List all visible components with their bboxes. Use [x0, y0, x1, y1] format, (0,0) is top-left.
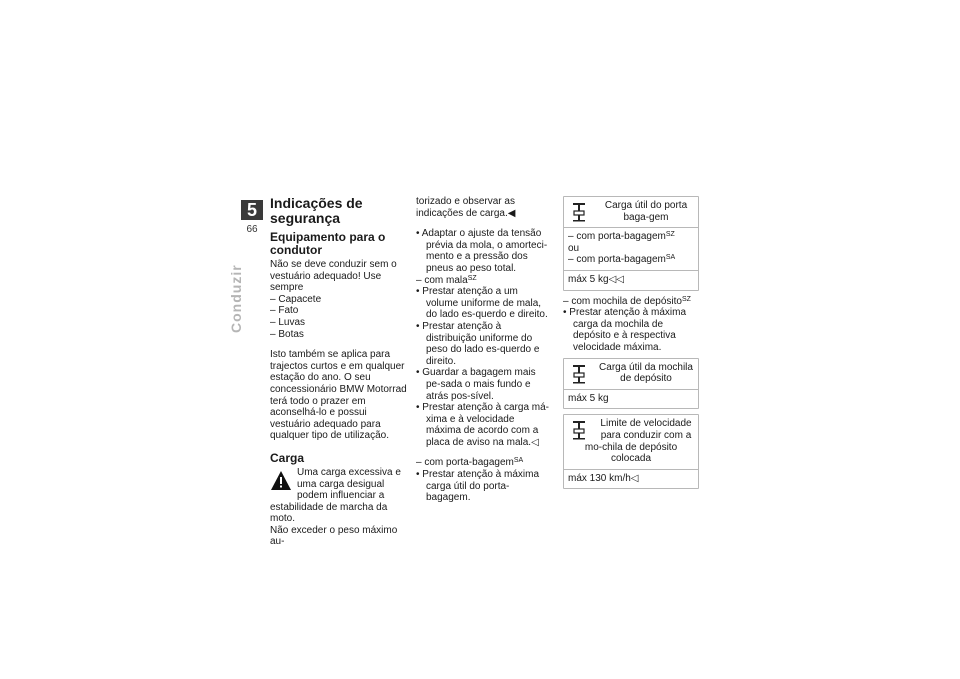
spec-box-speed-limit	[563, 414, 699, 489]
warning-text: Uma carga excessiva e uma carga desigual podem influenciar a estabilidade de marcha da moto.	[270, 466, 401, 525]
condition-mochila: – com mochila de depósito$^{SZ}$	[563, 295, 691, 307]
spec-condition: – com porta-bagagem$^{SZ}$	[568, 231, 675, 243]
warning-block	[270, 467, 408, 525]
spec-box-mochila	[563, 358, 699, 410]
page-number: 66	[246, 224, 258, 235]
warning-triangle-icon	[270, 470, 292, 492]
list-item: • Prestar atenção à máxima carga da mochila de depósito e à respectiva velocidade máxima.	[563, 307, 686, 353]
list-item: – Luvas	[270, 316, 306, 328]
equipment-note: Isto também se aplica para trajectos curtos e em qualquer estação do ano. O seu concessionário BMW Motorrad terá todo o prazer em aconselhá-lo e possui vestuário adequado para qualquer tipo de utilização.	[270, 349, 407, 442]
scale-weight-icon	[572, 202, 586, 222]
page-title: Indicações de segurança	[270, 195, 363, 226]
list-item: • Prestar atenção à distribuição uniforme do peso do lado es-querdo e direito.	[416, 320, 540, 367]
chapter-number: 5	[246, 199, 257, 220]
scale-weight-icon	[572, 420, 586, 440]
equipment-intro: Não se deve conduzir sem o vestuário adequado! Use sempre	[270, 259, 397, 294]
chapter-side-label: Conduzir	[228, 264, 244, 333]
condition-porta-bagagem: – com porta-bagagem$^{SA}$	[416, 457, 524, 469]
chapter-number-badge	[241, 200, 263, 220]
list-item: – Capacete	[270, 293, 322, 305]
list-item: • Prestar atenção a um volume uniforme de mala, do lado es-querdo e direito.	[416, 286, 548, 321]
spec-or: ou	[568, 242, 580, 254]
column-1	[270, 196, 408, 548]
carga-text: Não exceder o peso máximo au-	[270, 524, 398, 548]
list-item: • Guardar a bagagem mais pe-sada o mais fundo e atrás pos-sível.	[416, 367, 536, 402]
spec-value: máx 5 kg	[568, 392, 609, 404]
list-item: • Prestar atenção à carga má-xima e à velocidade máxima de acordo com a placa de aviso na mala.◁	[416, 402, 550, 448]
carga-heading: Carga	[270, 450, 305, 465]
list-item: • Adaptar o ajuste da tensão prévia da mola, o amorteci-mento e a pressão dos pneus ao peso total.	[416, 228, 548, 274]
carga-continued: torizado e observar as indicações de carga.◀	[416, 196, 516, 219]
list-item: – Fato	[270, 305, 299, 317]
spec-box-porta-bagagem	[563, 196, 699, 291]
spec-value: máx 5 kg◁◁	[568, 273, 624, 285]
list-item: – Botas	[270, 328, 304, 340]
column-3	[563, 196, 699, 494]
column-2	[416, 196, 552, 504]
list-item: • Prestar atenção à máxima carga útil do porta-bagagem.	[416, 469, 539, 504]
spec-condition: – com porta-bagagem$^{SA}$	[568, 254, 676, 266]
spec-title: Carga útil do porta baga-gem	[604, 200, 688, 223]
spec-value: máx 130 km/h◁	[568, 472, 639, 484]
condition-mala: – com mala$^{SZ}$	[416, 274, 477, 286]
equipment-heading: Equipamento para o condutor	[270, 230, 386, 257]
spec-title: Carga útil da mochila de depósito	[599, 361, 693, 385]
spec-title: Limite de velocidade para conduzir com a mo-chila de depósito colocada	[584, 418, 692, 465]
scale-weight-icon	[572, 364, 586, 384]
